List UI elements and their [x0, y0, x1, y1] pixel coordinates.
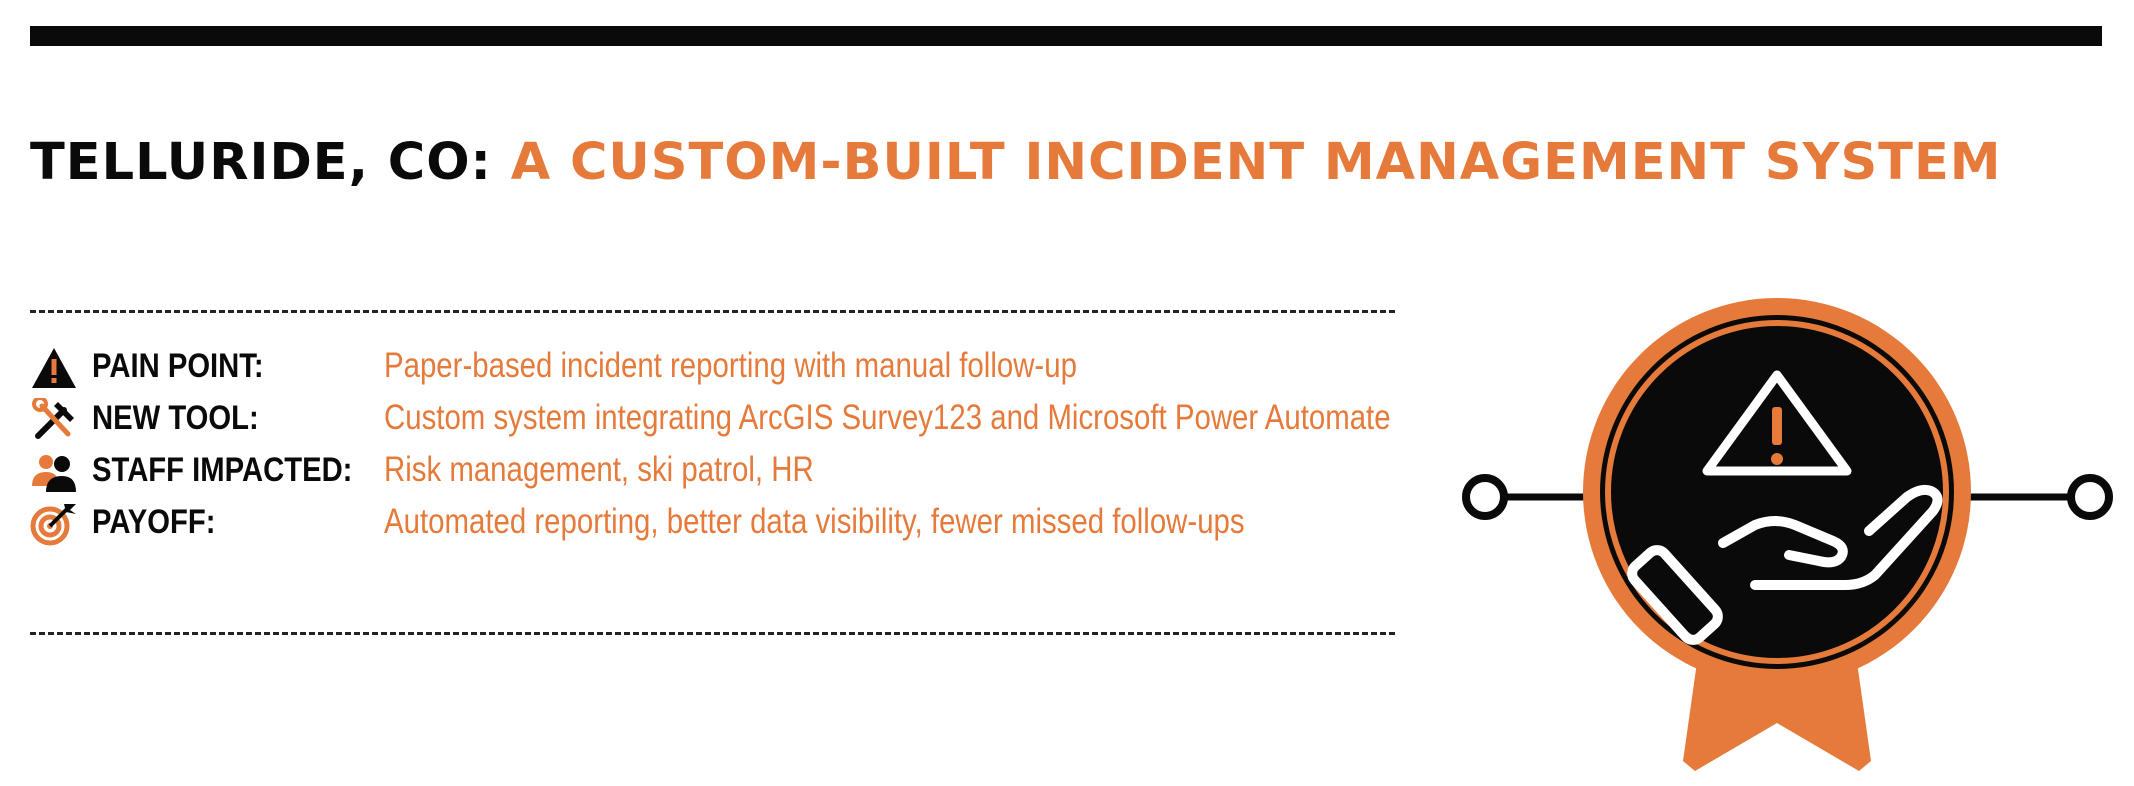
fact-label: STAFF IMPACTED:	[92, 451, 353, 489]
staff-icon	[30, 450, 78, 494]
fact-value: Paper-based incident reporting with manual follow-up	[384, 346, 1077, 385]
warning-icon	[30, 346, 78, 390]
top-rule	[30, 26, 2102, 46]
fact-label: PAYOFF:	[92, 503, 216, 541]
target-icon	[30, 502, 78, 546]
fact-value: Custom system integrating ArcGIS Survey123 and Microsoft Power Automate	[384, 398, 1391, 437]
fact-row-staff-impacted	[30, 444, 1590, 496]
title-topic: A CUSTOM-BUILT INCIDENT MANAGEMENT SYSTEM	[510, 133, 2002, 192]
divider-top	[30, 310, 1395, 313]
hand-with-warning-icon	[1455, 285, 2134, 786]
fact-row-payoff	[30, 496, 1590, 548]
divider-bottom	[30, 632, 1395, 635]
fact-row-pain-point	[30, 340, 1590, 392]
fact-row-new-tool	[30, 392, 1590, 444]
fact-value: Automated reporting, better data visibility, fewer missed follow-ups	[384, 502, 1245, 541]
fact-label: NEW TOOL:	[92, 399, 259, 437]
title-place: TELLURIDE, CO:	[30, 133, 492, 192]
tools-icon	[30, 398, 78, 442]
fact-list	[30, 340, 1590, 548]
fact-value: Risk management, ski patrol, HR	[384, 450, 814, 489]
page-title	[30, 128, 2002, 198]
fact-label: PAIN POINT:	[92, 347, 264, 385]
